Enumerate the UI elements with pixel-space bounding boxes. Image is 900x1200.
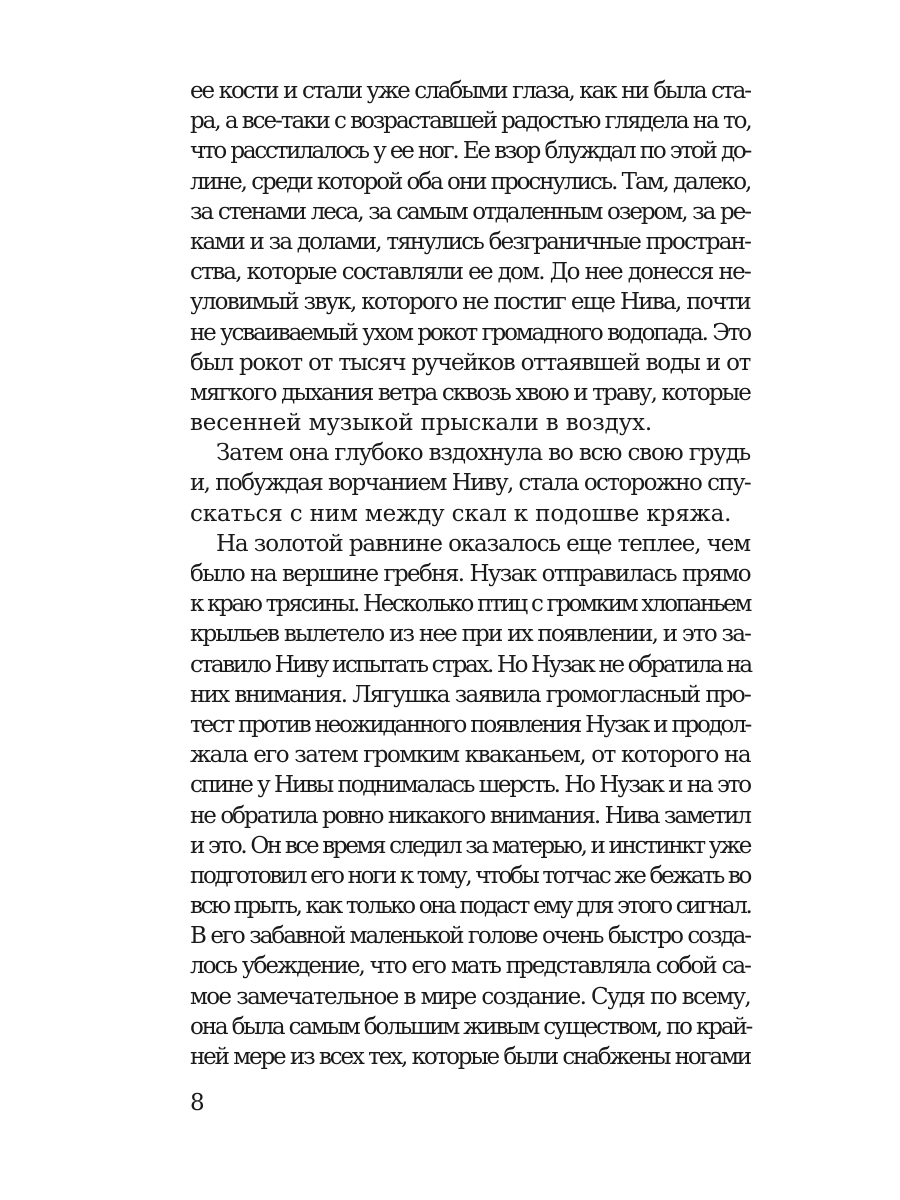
text-line: и это. Он все время следил за матерью, и инстинкт уже (190, 832, 750, 859)
text-line: тест против неожиданного появления Нузак и продол- (190, 711, 750, 738)
text-line: ства, которые составляли ее дом. До нее донесся не- (190, 259, 750, 286)
text-line: жала его затем громким кваканьем, от которого на (190, 742, 750, 769)
text-line: ней мере из всех тех, которые были снабжены ногами (190, 1044, 750, 1070)
paragraph-2 (190, 438, 750, 529)
paragraph-3 (190, 529, 750, 1072)
text-line: ее кости и стали уже слабыми глаза, как ни была ста- (190, 78, 750, 104)
text-line: На золотой равнине оказалось еще теплее, чем (216, 530, 750, 557)
text-line: скаться с ним между скал к подошве кряжа. (190, 500, 732, 527)
text-line: было на вершине гребня. Нузак отправилась прямо (190, 561, 750, 587)
text-line: мое замечательное в мире создание. Судя по всему, (190, 983, 750, 1010)
text-line: них внимания. Лягушка заявила громогласный про- (190, 681, 750, 708)
text-line: ками и за долами, тянулись безграничные простран- (190, 228, 750, 255)
text-line: не обратила ровно никакого внимания. Нива заметил (190, 802, 750, 829)
text-line: крыльев вылетело из нее при их появлении, и это за- (190, 621, 750, 648)
text-line: за стенами леса, за самым отдаленным озером, за ре- (190, 198, 750, 225)
text-line: подготовил его ноги к тому, чтобы тотчас же бежать во (190, 862, 750, 889)
text-line: уловимый звук, которого не постиг еще Нива, почти (190, 289, 750, 316)
text-line: спине у Нивы поднималась шерсть. Но Нузак и на это (190, 772, 750, 799)
text-line: был рокот от тысяч ручейков оттаявшей воды и от (190, 349, 750, 376)
text-line: мягкого дыхания ветра сквозь хвою и траву, которые (190, 379, 750, 406)
text-line: Затем она глубоко вздохнула во всю свою грудь (216, 440, 750, 467)
text-line: ра, а все-таки с возраставшей радостью глядела на то, (190, 108, 751, 135)
text-line: лось убеждение, что его мать представляла собой са- (190, 953, 750, 980)
body-text (190, 76, 750, 1072)
text-line: она была самым большим живым существом, по край- (190, 1013, 752, 1040)
page-number: 8 (190, 1090, 205, 1116)
text-line: всю прыть, как только она подаст ему для этого сигнал. (190, 893, 751, 920)
text-line: весенней музыкой прыскали в воздух. (190, 410, 653, 437)
text-line: В его забавной маленькой голове очень быстро созда- (190, 923, 750, 950)
text-line: к краю трясины. Несколько птиц с громким хлопаньем (190, 591, 750, 618)
text-line: лине, среди которой оба они проснулись. Там, далеко, (190, 168, 751, 195)
text-line: не усваиваемый ухом рокот громадного водопада. Это (190, 319, 750, 346)
text-line: что расстилалось у ее ног. Ее взор блуждал по этой до- (190, 138, 750, 165)
paragraph-1 (190, 76, 750, 438)
text-line: ставило Ниву испытать страх. Но Нузак не обратила на (190, 651, 751, 678)
text-line: и, побуждая ворчанием Ниву, стала осторожно спу- (190, 470, 750, 497)
